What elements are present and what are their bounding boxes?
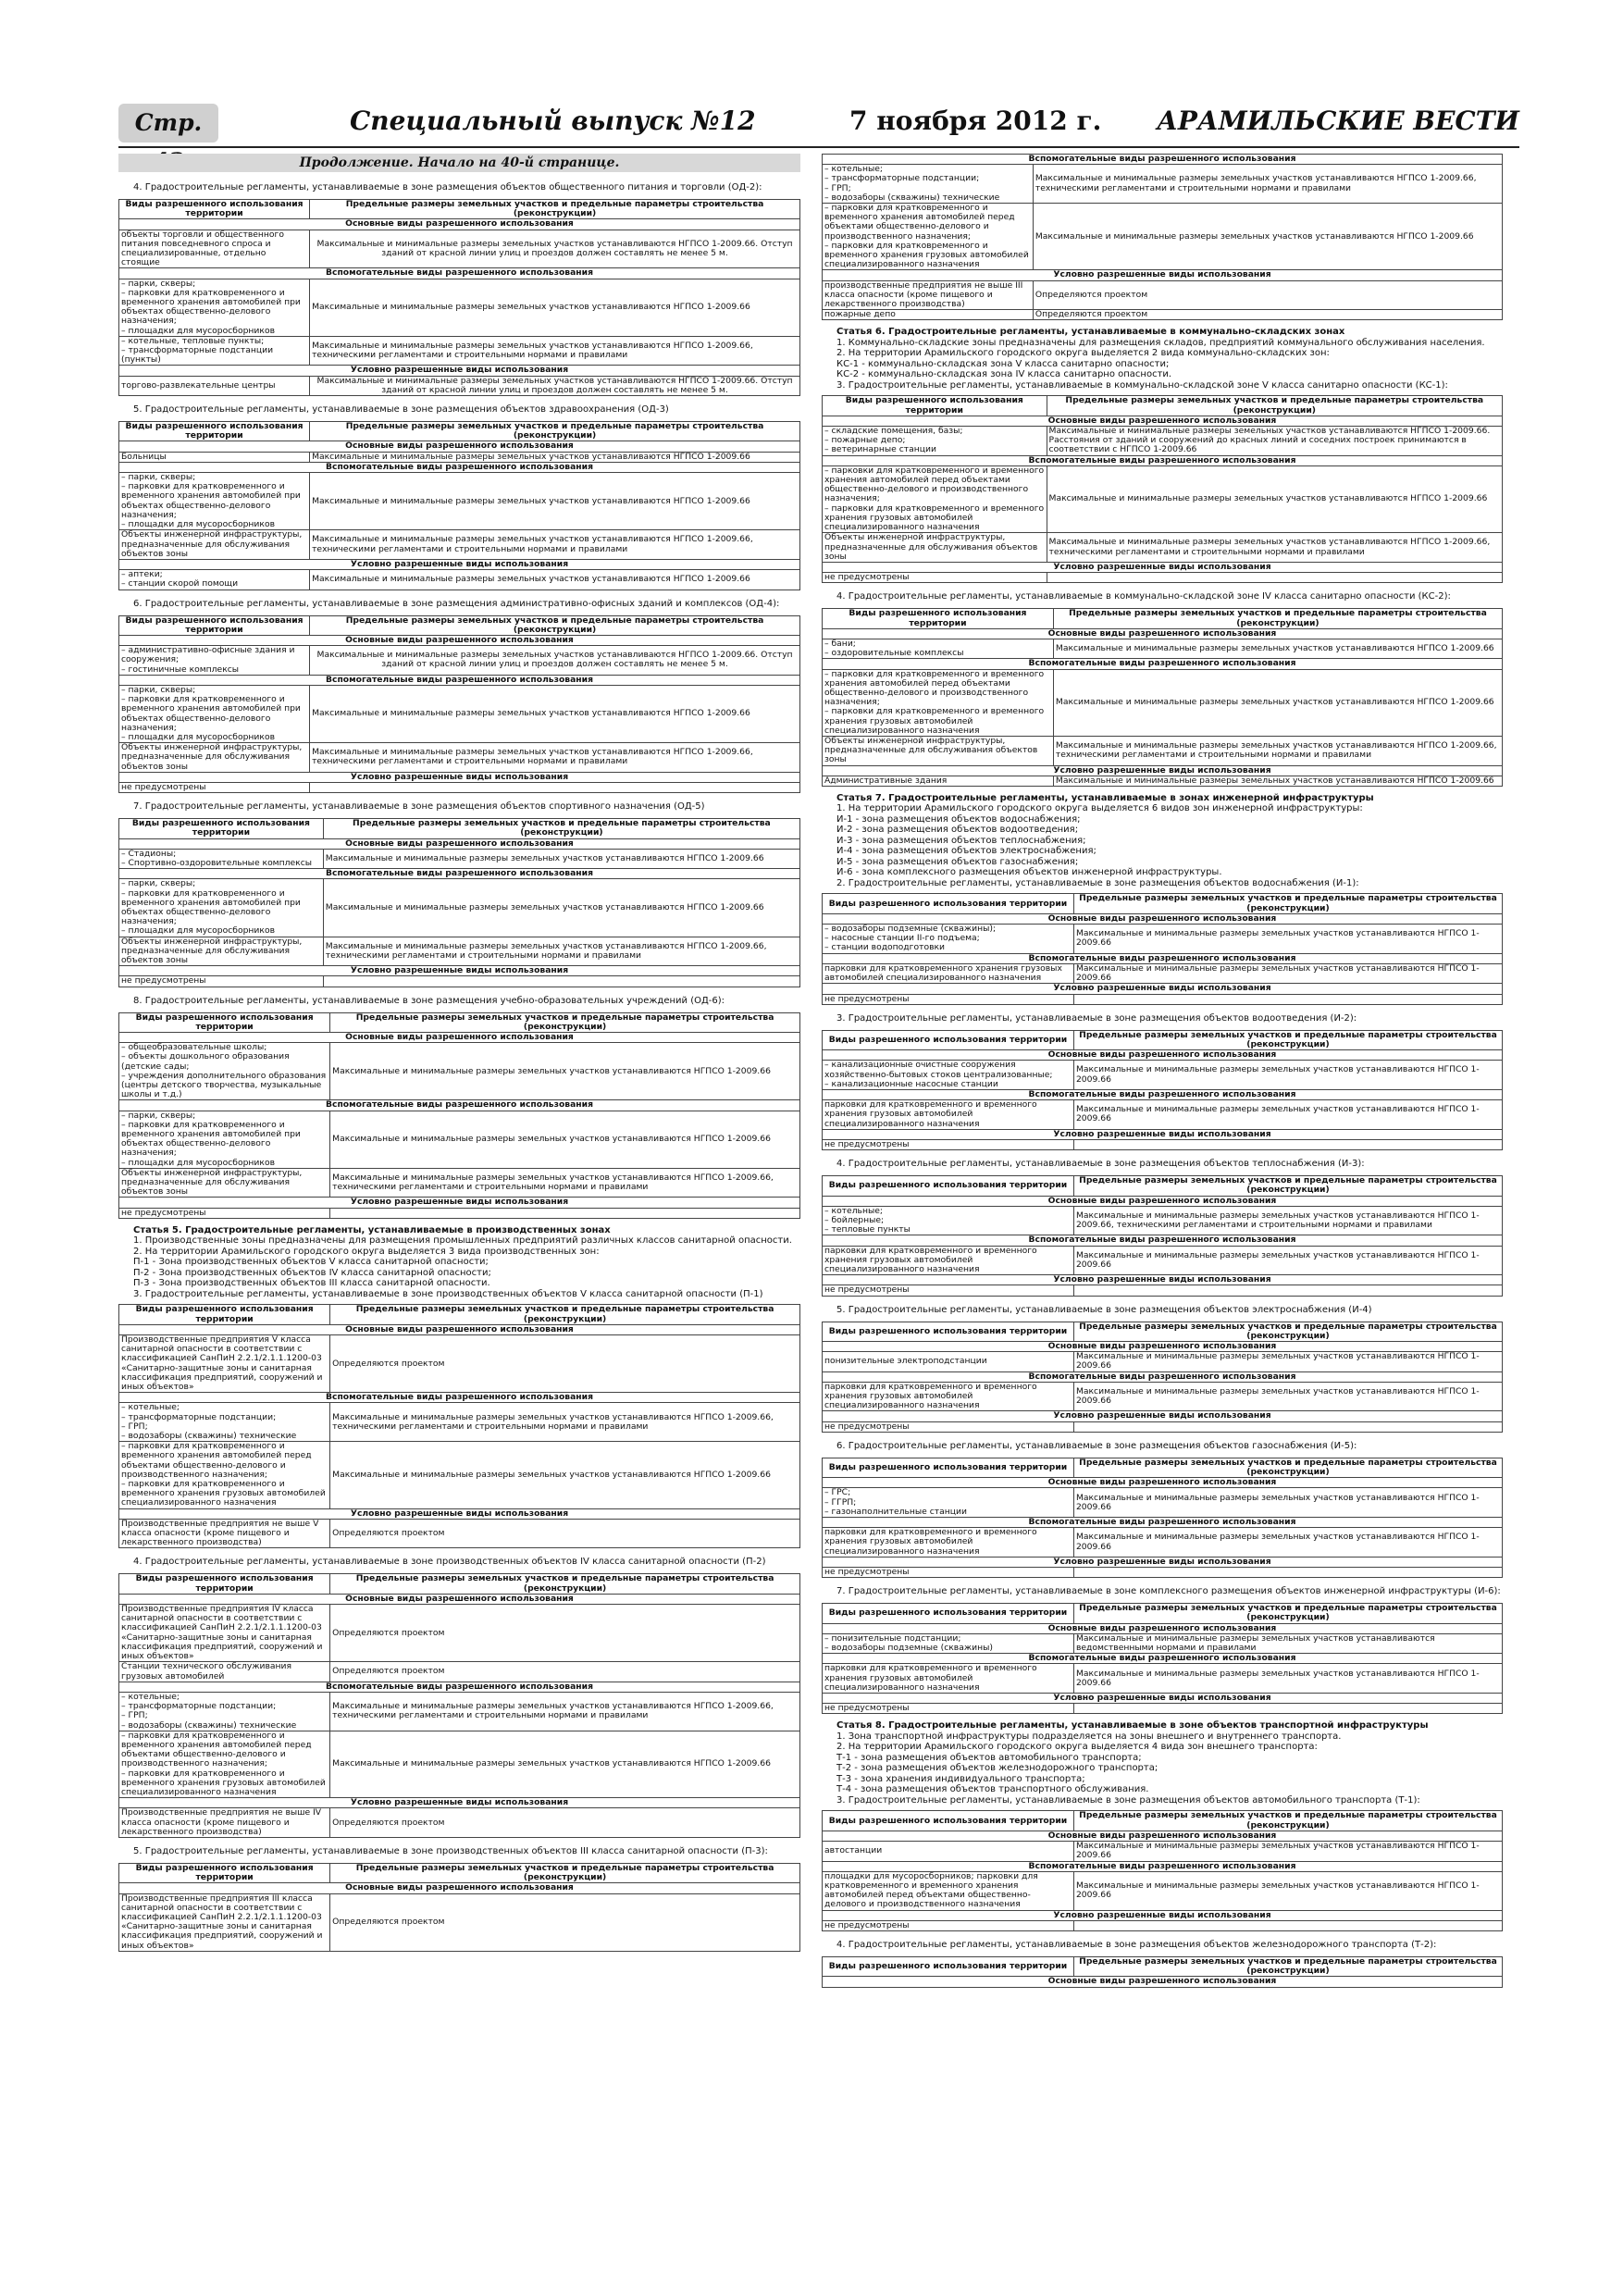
i6-table: Виды разрешенного использования территории Предельные размеры земельных участков и предельные параметры строительства (реконструкции) Основные виды разрешенного использования – понизительные подстанции; – водозаборы подземные (скважины) Максимальные и минимальные размеры земельных участков устанавливаются ведомственными нормами и правилами Вспомогательные виды разрешенного использования парковки для кратковременного и временного хранения грузовых автомобилей специализированного назначения Максимальные и минимальные размеры земельных участков устанавливаются НГПСО 1-2009.66 Условно разрешенные виды использования не предусмотрены xyxy=(822,1603,1503,1714)
i5-table: Виды разрешенного использования территории Предельные размеры земельных участков и предельные параметры строительства (реконструкции) Основные виды разрешенного использования – ГРС; – ГГРП; – газонаполнительные станции Максимальные и минимальные размеры земельных участков устанавливаются НГПСО 1-2009.66 Вспомогательные виды разрешенного использования парковки для кратковременного и временного хранения грузовых автомобилей специализированного назначения Максимальные и минимальные размеры земельных участков устанавливаются НГПСО 1-2009.66 Условно разрешенные виды использования не предусмотрены xyxy=(822,1458,1503,1578)
i6-title: 7. Градостроительные регламенты, устанавливаемые в зоне комплексного размещения объектов инженерной инфраструктуры (И-6): xyxy=(836,1586,1501,1597)
od5-table: Виды разрешенного использования территории Предельные размеры земельных участков и предельные параметры строительства (реконструкции) Основные виды разрешенного использования – Стадионы; – Спортивно-оздоровительные комплексы Максимальные и минимальные размеры земельных участков устанавливаются НГПСО 1-2009.66 Вспомогательные виды разрешенного использования – парки, скверы; – парковки для кратковременного и временного хранения автомобилей при объектах общественно-делового назначения; – площадки для мусоросборников Максимальные и минимальные размеры земельных участков устанавливаются НГПСО 1-2009.66 Объекты инженерной инфраструктуры, предназначенные для обслуживания объектов зоны Максимальные и минимальные размеры земельных участков устанавливаются НГПСО 1-2009.66, техническими регламентами и строительными нормами и правилами Условно разрешенные виды использования не предусмотрены xyxy=(118,818,800,987)
od6-table: Виды разрешенного использования территории Предельные размеры земельных участков и предельные параметры строительства (реконструкции) Основные виды разрешенного использования – общеобразовательные школы; – объекты дошкольного образования (детские сады; – учреждения дополнительного образования (центры детского творчества, музыкальные школы и т.д.) Максимальные и минимальные размеры земельных участков устанавливаются НГПСО 1-2009.66 Вспомогательные виды разрешенного использования – парки, скверы; – парковки для кратковременного и временного хранения автомобилей при объектах общественно-делового назначения; – площадки для мусоросборников Максимальные и минимальные размеры земельных участков устанавливаются НГПСО 1-2009.66 Объекты инженерной инфраструктуры, предназначенные для обслуживания объектов зоны Максимальные и минимальные размеры земельных участков устанавливаются НГПСО 1-2009.66, техническими регламентами и строительными нормами и правилами Условно разрешенные виды использования не предусмотрены xyxy=(118,1012,800,1219)
right-column xyxy=(822,154,1503,1990)
t2-title: 4. Градостроительные регламенты, устанавливаемые в зоне размещения объектов железнодорожного транспорта (Т-2): xyxy=(836,1939,1437,1950)
page-header xyxy=(118,100,1519,144)
issue-title: Специальный выпуск №12 xyxy=(350,105,756,136)
header-rule xyxy=(118,146,1519,148)
i2-title: 3. Градостроительные регламенты, устанавливаемые в зоне размещения объектов водоотведения (И-2): xyxy=(836,1012,1357,1024)
i2-table: Виды разрешенного использования территории Предельные размеры земельных участков и предельные параметры строительства (реконструкции) Основные виды разрешенного использования – канализационные очистные сооружения хозяйственно-бытовых стоков централизованные; – канализационные насосные станции Максимальные и минимальные размеры земельных участков устанавливаются НГПСО 1-2009.66 Вспомогательные виды разрешенного использования парковки для кратковременного и временного хранения грузовых автомобилей специализированного назначения Максимальные и минимальные размеры земельных участков устанавливаются НГПСО 1-2009.66 Условно разрешенные виды использования не предусмотрены xyxy=(822,1030,1503,1150)
od2-table: Виды разрешенного использования территории Предельные размеры земельных участков и предельные параметры строительства (реконструкции) Основные виды разрешенного использования объекты торговли и общественного питания повседневного спроса и специализированные, отдельно стоящие Максимальные и минимальные размеры земельных участков устанавливаются НГПСО 1-2009.66. Отступ зданий от красной линии улиц и проездов должен составлять не менее 5 м. Вспомогательные виды разрешенного использования – парки, скверы; – парковки для кратковременного и временного хранения автомобилей при объектах общественно-делового назначения; – площадки для мусоросборников Максимальные и минимальные размеры земельных участков устанавливаются НГПСО 1-2009.66 – котельные, тепловые пункты; – трансформаторные подстанции (пункты) Максимальные и минимальные размеры земельных участков устанавливаются НГПСО 1-2009.66, техническими регламентами и строительными нормами и правилами Условно разрешенные виды использования торгово-развлекательные центры Максимальные и минимальные размеры земельных участков устанавливаются НГПСО 1-2009.66. Отступ зданий от красной линии улиц и проездов должен составлять не менее 5 м. xyxy=(118,199,800,396)
i4-table: Виды разрешенного использования территории Предельные размеры земельных участков и предельные параметры строительства (реконструкции) Основные виды разрешенного использования понизительные электроподстанции Максимальные и минимальные размеры земельных участков устанавливаются НГПСО 1-2009.66 Вспомогательные виды разрешенного использования парковки для кратковременного и временного хранения грузовых автомобилей специализированного назначения Максимальные и минимальные размеры земельных участков устанавливаются НГПСО 1-2009.66 Условно разрешенные виды использования не предусмотрены xyxy=(822,1322,1503,1433)
article-7: Статья 7. Градостроительные регламенты, устанавливаемые в зонах инженерной инфраструктуры 1. На территории Арамильского городского округа выделяется 6 видов зон инженерной инфраструктуры: И-1 - зона размещения объектов водоснабжения; И-2 - зона размещения объектов водоотведения; И-3 - зона размещения объектов теплоснабжения; И-4 - зона размещения объектов электроснабжения; И-5 - зона размещения объектов газоснабжения; И-6 - зона комплексного размещения объектов инженерной инфраструктуры. 2. Градостроительные регламенты, устанавливаемые в зоне размещения объектов водоснабжения (И-1): xyxy=(836,792,1374,888)
od3-title: 5. Градостроительные регламенты, устанавливаемые в зоне размещения объектов здравоохранения (ОД-3) xyxy=(133,404,669,416)
od3-table: Виды разрешенного использования территории Предельные размеры земельных участков и предельные параметры строительства (реконструкции) Основные виды разрешенного использования Больницы Максимальные и минимальные размеры земельных участков устанавливаются НГПСО 1-2009.66 Вспомогательные виды разрешенного использования – парки, скверы; – парковки для кратковременного и временного хранения автомобилей при объектах общественно-делового назначения; – площадки для мусоросборников Максимальные и минимальные размеры земельных участков устанавливаются НГПСО 1-2009.66 Объекты инженерной инфраструктуры, предназначенные для обслуживания объектов зоны Максимальные и минимальные размеры земельных участков устанавливаются НГПСО 1-2009.66, техническими регламентами и строительными нормами и правилами Условно разрешенные виды использования – аптеки; – станции скорой помощи Максимальные и минимальные размеры земельных участков устанавливаются НГПСО 1-2009.66 xyxy=(118,421,800,590)
ks1-table: Виды разрешенного использования территории Предельные размеры земельных участков и предельные параметры строительства (реконструкции) Основные виды разрешенного использования – складские помещения, базы; – пожарные депо; – ветеринарные станции Максимальные и минимальные размеры земельных участков устанавливаются НГПСО 1-2009.66. Расстояния от зданий и сооружений до красных линий и соседних построек принимаются в соответствии с НГПСО 1-2009.66 Вспомогательные виды разрешенного использования – парковки для кратковременного и временного хранения автомобилей перед объектами общественно-делового и производственного назначения; – парковки для кратковременного и временного хранения грузовых автомобилей специализированного назначения Максимальные и минимальные размеры земельных участков устанавливаются НГПСО 1-2009.66 Объекты инженерной инфраструктуры, предназначенные для обслуживания объектов зоны Максимальные и минимальные размеры земельных участков устанавливаются НГПСО 1-2009.66, техническими регламентами и строительными нормами и правилами Условно разрешенные виды использования не предусмотрены xyxy=(822,395,1503,583)
article-6: Статья 6. Градостроительные регламенты, устанавливаемые в коммунально-складских зонах 1. Коммунально-складские зоны предназначены для размещения складов, предприятий коммунального обслуживания населения. 2. На территории Арамильского городского округа выделяется 2 вида коммунально-складских зон: КС-1 - коммунально-складская зона V класса санитарно опасности; КС-2 - коммунально-складская зона IV класса санитарно опасности. 3. Градостроительные регламенты, устанавливаемые в коммунально-складской зоне V класса санитарно опасности (КС-1): xyxy=(836,327,1485,391)
article-8: Статья 8. Градостроительные регламенты, устанавливаемые в зоне объектов транспортной инфраструктуры 1. Зона транспортной инфраструктуры подразделяется на зоны внешнего и внутреннего транспорта. 2. На территории Арамильского городского округа выделяется 4 вида зон внешнего транспорта: Т-1 - зона размещения объектов автомобильного транспорта; Т-2 - зона размещения объектов железнодорожного транспорта; Т-3 - зона хранения индивидуального транспорта; Т-4 - зона размещения объектов транспортного обслуживания. 3. Градостроительные регламенты, устанавливаемые в зоне размещения объектов автомобильного транспорта (Т-1): xyxy=(836,1720,1429,1806)
ks2-title: 4. Градостроительные регламенты, устанавливаемые в коммунально-складской зоне IV класса санитарно опасности (КС-2): xyxy=(836,591,1451,602)
p3-table-continued: Вспомогательные виды разрешенного использования – котельные; – трансформаторные подстанции; – ГРП; – водозаборы (скважины) технические Максимальные и минимальные размеры земельных участков устанавливаются НГПСО 1-2009.66, техническими регламентами и строительными нормами и правилами – парковки для кратковременного и временного хранения автомобилей перед объектами общественно-делового и производственного назначения; – парковки для кратковременного и временного хранения грузовых автомобилей специализированного назначения Максимальные и минимальные размеры земельных участков устанавливаются НГПСО 1-2009.66 Условно разрешенные виды использования производственные предприятия не выше III класса опасности (кроме пищевого и лекарственного производства) Определяются проектом пожарные депо Определяются проектом xyxy=(822,154,1503,320)
issue-date: 7 ноября 2012 г. xyxy=(849,105,1102,136)
od4-table: Виды разрешенного использования территории Предельные размеры земельных участков и предельные параметры строительства (реконструкции) Основные виды разрешенного использования – административно-офисные здания и сооружения; – гостиничные комплексы Максимальные и минимальные размеры земельных участков устанавливаются НГПСО 1-2009.66. Отступ зданий от красной линии улиц и проездов должен составлять не менее 5 м. Вспомогательные виды разрешенного использования – парки, скверы; – парковки для кратковременного и временного хранения автомобилей при объектах общественно-делового назначения; – площадки для мусоросборников Максимальные и минимальные размеры земельных участков устанавливаются НГПСО 1-2009.66 Объекты инженерной инфраструктуры, предназначенные для обслуживания объектов зоны Максимальные и минимальные размеры земельных участков устанавливаются НГПСО 1-2009.66, техническими регламентами и строительными нормами и правилами Условно разрешенные виды использования не предусмотрены xyxy=(118,615,800,794)
left-column xyxy=(118,154,800,1954)
t1-table: Виды разрешенного использования территории Предельные размеры земельных участков и предельные параметры строительства (реконструкции) Основные виды разрешенного использования автостанции Максимальные и минимальные размеры земельных участков устанавливаются НГПСО 1-2009.66 Вспомогательные виды разрешенного использования площадки для мусоросборников; парковки для кратковременного и временного хранения автомобилей перед объектами общественно-делового и производственного назначения Максимальные и минимальные размеры земельных участков устанавливаются НГПСО 1-2009.66 Условно разрешенные виды использования не предусмотрены xyxy=(822,1810,1503,1930)
p1-table: Виды разрешенного использования территории Предельные размеры земельных участков и предельные параметры строительства (реконструкции) Основные виды разрешенного использования Производственные предприятия V класса санитарной опасности в соответствии с классификацией СанПиН 2.2.1/2.1.1.1200-03 «Санитарно-защитные зоны и санитарная классификация предприятий, сооружений и иных объектов» Определяются проектом Вспомогательные виды разрешенного использования – котельные; – трансформаторные подстанции; – ГРП; – водозаборы (скважины) технические Максимальные и минимальные размеры земельных участков устанавливаются НГПСО 1-2009.66, техническими регламентами и строительными нормами и правилами – парковки для кратковременного и временного хранения автомобилей перед объектами общественно-делового и производственного назначения; – парковки для кратковременного и временного хранения грузовых автомобилей специализированного назначения Максимальные и минимальные размеры земельных участков устанавливаются НГПСО 1-2009.66 Условно разрешенные виды использования Производственные предприятия не выше V класса опасности (кроме пищевого и лекарственного производства) Определяются проектом xyxy=(118,1304,800,1548)
page-number: Стр. xyxy=(118,104,218,143)
i3-title: 4. Градостроительные регламенты, устанавливаемые в зоне размещения объектов теплоснабжения (И-3): xyxy=(836,1159,1365,1170)
od2-title: 4. Градостроительные регламенты, устанавливаемые в зоне размещения объектов общественного питания и торговли (ОД-2): xyxy=(133,182,762,192)
p3-title: 5. Градостроительные регламенты, устанавливаемые в зоне производственных объектов III класса санитарной опасности (П-3): xyxy=(133,1845,768,1856)
newspaper-name: АРАМИЛЬСКИЕ ВЕСТИ xyxy=(1157,105,1519,136)
p3-table: Виды разрешенного использования территории Предельные размеры земельных участков и предельные параметры строительства (реконструкции) Основные виды разрешенного использования Производственные предприятия III класса санитарной опасности в соответствии с классификацией СанПиН 2.2.1/2.1.1.1200-03 «Санитарно-защитные зоны и санитарная классификация предприятий, сооружений и иных объектов» Определяются проектом xyxy=(118,1863,800,1952)
od4-title: 6. Градостроительные регламенты, устанавливаемые в зоне размещения административно-офисных зданий и комплексов (ОД-4): xyxy=(133,598,780,609)
continuation-note: Продолжение. Начало на 40-й странице. xyxy=(118,154,800,172)
t2-table: Виды разрешенного использования территории Предельные размеры земельных участков и предельные параметры строительства (реконструкции) Основные виды разрешенного использования xyxy=(822,1956,1503,1988)
i1-table: Виды разрешенного использования территории Предельные размеры земельных участков и предельные параметры строительства (реконструкции) Основные виды разрешенного использования – водозаборы подземные (скважины); – насосные станции II-го подъема; – станции водоподготовки Максимальные и минимальные размеры земельных участков устанавливаются НГПСО 1-2009.66 Вспомогательные виды разрешенного использования парковки для кратковременного хранения грузовых автомобилей специализированного назначения Максимальные и минимальные размеры земельных участков устанавливаются НГПСО 1-2009.66 Условно разрешенные виды использования не предусмотрены xyxy=(822,893,1503,1004)
od6-title: 8. Градостроительные регламенты, устанавливаемые в зоне размещения учебно-образовательных учреждений (ОД-6): xyxy=(133,995,725,1006)
p2-table: Виды разрешенного использования территории Предельные размеры земельных участков и предельные параметры строительства (реконструкции) Основные виды разрешенного использования Производственные предприятия IV класса санитарной опасности в соответствии с классификацией СанПиН 2.2.1/2.1.1.1200-03 «Санитарно-защитные зоны и санитарная классификация предприятий, сооружений и иных объектов» Определяются проектом Станции технического обслуживания грузовых автомобилей Определяются проектом Вспомогательные виды разрешенного использования – котельные; – трансформаторные подстанции; – ГРП; – водозаборы (скважины) технические Максимальные и минимальные размеры земельных участков устанавливаются НГПСО 1-2009.66, техническими регламентами и строительными нормами и правилами – парковки для кратковременного и временного хранения автомобилей перед объектами общественно-делового и производственного назначения; – парковки для кратковременного и временного хранения грузовых автомобилей специализированного назначения Максимальные и минимальные размеры земельных участков устанавливаются НГПСО 1-2009.66 Условно разрешенные виды использования Производственные предприятия не выше IV класса опасности (кроме пищевого и лекарственного производства) Определяются проектом xyxy=(118,1573,800,1837)
od5-title: 7. Градостроительные регламенты, устанавливаемые в зоне размещения объектов спортивного назначения (ОД-5) xyxy=(133,801,705,813)
i5-title: 6. Градостроительные регламенты, устанавливаемые в зоне размещения объектов газоснабжения (И-5): xyxy=(836,1440,1357,1451)
i4-title: 5. Градостроительные регламенты, устанавливаемые в зоне размещения объектов электроснабжения (И-4) xyxy=(836,1304,1372,1315)
p2-title: 4. Градостроительные регламенты, устанавливаемые в зоне производственных объектов IV класса санитарной опасности (П-2) xyxy=(133,1557,766,1568)
i3-table: Виды разрешенного использования территории Предельные размеры земельных участков и предельные параметры строительства (реконструкции) Основные виды разрешенного использования – котельные; – бойлерные; – тепловые пункты Максимальные и минимальные размеры земельных участков устанавливаются НГПСО 1-2009.66, техническими регламентами и строительными нормами и правилами Вспомогательные виды разрешенного использования парковки для кратковременного и временного хранения грузовых автомобилей специализированного назначения Максимальные и минимальные размеры земельных участков устанавливаются НГПСО 1-2009.66 Условно разрешенные виды использования не предусмотрены xyxy=(822,1175,1503,1296)
ks2-table: Виды разрешенного использования территории Предельные размеры земельных участков и предельные параметры строительства (реконструкции) Основные виды разрешенного использования – бани; – оздоровительные комплексы Максимальные и минимальные размеры земельных участков устанавливаются НГПСО 1-2009.66 Вспомогательные виды разрешенного использования – парковки для кратковременного и временного хранения автомобилей перед объектами общественно-делового и производственного назначения; – парковки для кратковременного и временного хранения грузовых автомобилей специализированного назначения Максимальные и минимальные размеры земельных участков устанавливаются НГПСО 1-2009.66 Объекты инженерной инфраструктуры, предназначенные для обслуживания объектов зоны Максимальные и минимальные размеры земельных участков устанавливаются НГПСО 1-2009.66, техническими регламентами и строительными нормами и правилами Условно разрешенные виды использования Административные здания Максимальные и минимальные размеры земельных участков устанавливаются НГПСО 1-2009.66 xyxy=(822,608,1503,787)
article-5: Статья 5. Градостроительные регламенты, устанавливаемые в производственных зонах 1. Производственные зоны предназначены для размещения промышленных предприятий различных классов санитарной опасности. 2. На территории Арамильского городского округа выделяется 3 вида производственных зон: П-1 - Зона производственных объектов V класса санитарной опасности; П-2 - Зона производственных объектов IV класса санитарной опасности; П-3 - Зона производственных объектов III класса санитарной опасности. 3. Градостроительные регламенты, устанавливаемые в зоне производственных объектов V класса санитарной опасности (П-1) xyxy=(133,1224,792,1299)
